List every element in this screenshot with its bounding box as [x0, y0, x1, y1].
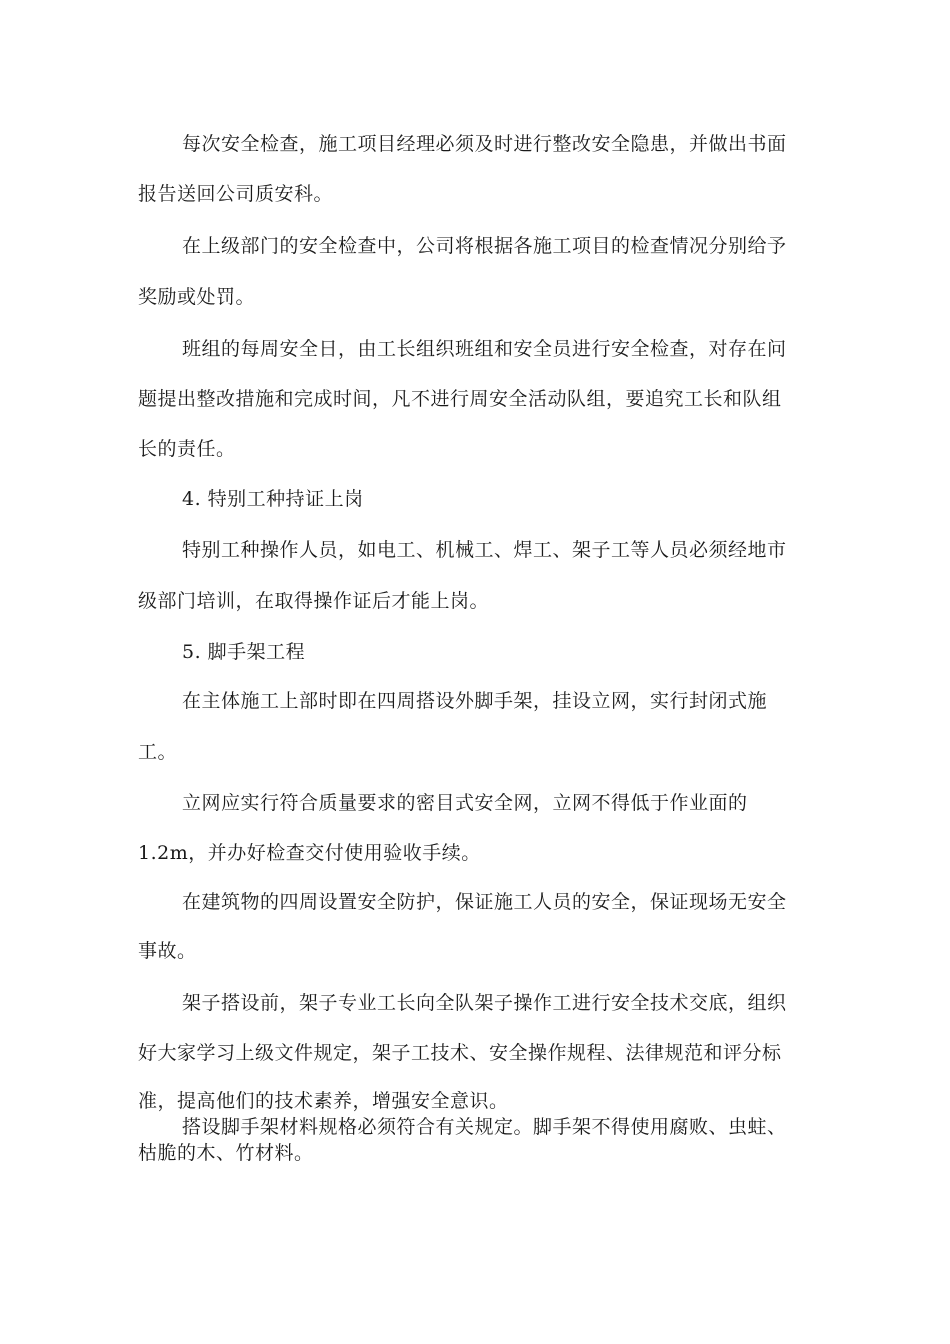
text-line: 报告送回公司质安科。: [138, 183, 334, 205]
text-line: 在建筑物的四周设置安全防护，保证施工人员的安全，保证现场无安全: [182, 891, 787, 913]
text-line: 架子搭设前，架子专业工长向全队架子操作工进行安全技术交底，组织: [182, 992, 787, 1014]
text-line: 好大家学习上级文件规定，架子工技术、安全操作规程、法律规范和评分标: [138, 1042, 782, 1064]
text-line: 立网应实行符合质量要求的密目式安全网，立网不得低于作业面的: [182, 792, 748, 814]
text-line: 每次安全检查，施工项目经理必须及时进行整改安全隐患，并做出书面: [182, 133, 787, 155]
text-line: 长的责任。: [138, 438, 236, 460]
text-line: 事故。: [138, 940, 197, 962]
text-line: 搭设脚手架材料规格必须符合有关规定。脚手架不得使用腐败、虫蛀、: [182, 1116, 787, 1138]
text-line: 在上级部门的安全检查中，公司将根据各施工项目的检查情况分别给予: [182, 235, 787, 257]
text-line: 工。: [138, 741, 178, 763]
text-line: 题提出整改措施和完成时间，凡不进行周安全活动队组，要追究工长和队组: [138, 388, 782, 410]
text-line: 特别工种操作人员，如电工、机械工、焊工、架子工等人员必须经地市: [182, 539, 787, 561]
text-line: 奖励或处罚。: [138, 286, 256, 308]
text-line: 在主体施工上部时即在四周搭设外脚手架，挂设立网，实行封闭式施: [182, 690, 768, 712]
text-line: 级部门培训，在取得操作证后才能上岗。: [138, 590, 490, 612]
text-line: 1.2m，并办好检查交付使用验收手续。: [138, 842, 481, 864]
section-heading: 5. 脚手架工程: [182, 641, 306, 663]
text-line: 枯脆的木、竹材料。: [138, 1142, 314, 1164]
text-line: 班组的每周安全日，由工长组织班组和安全员进行安全检查，对存在问: [182, 338, 787, 360]
text-line: 准，提高他们的技术素养，增强安全意识。: [138, 1090, 509, 1112]
section-heading: 4. 特别工种持证上岗: [182, 488, 364, 510]
